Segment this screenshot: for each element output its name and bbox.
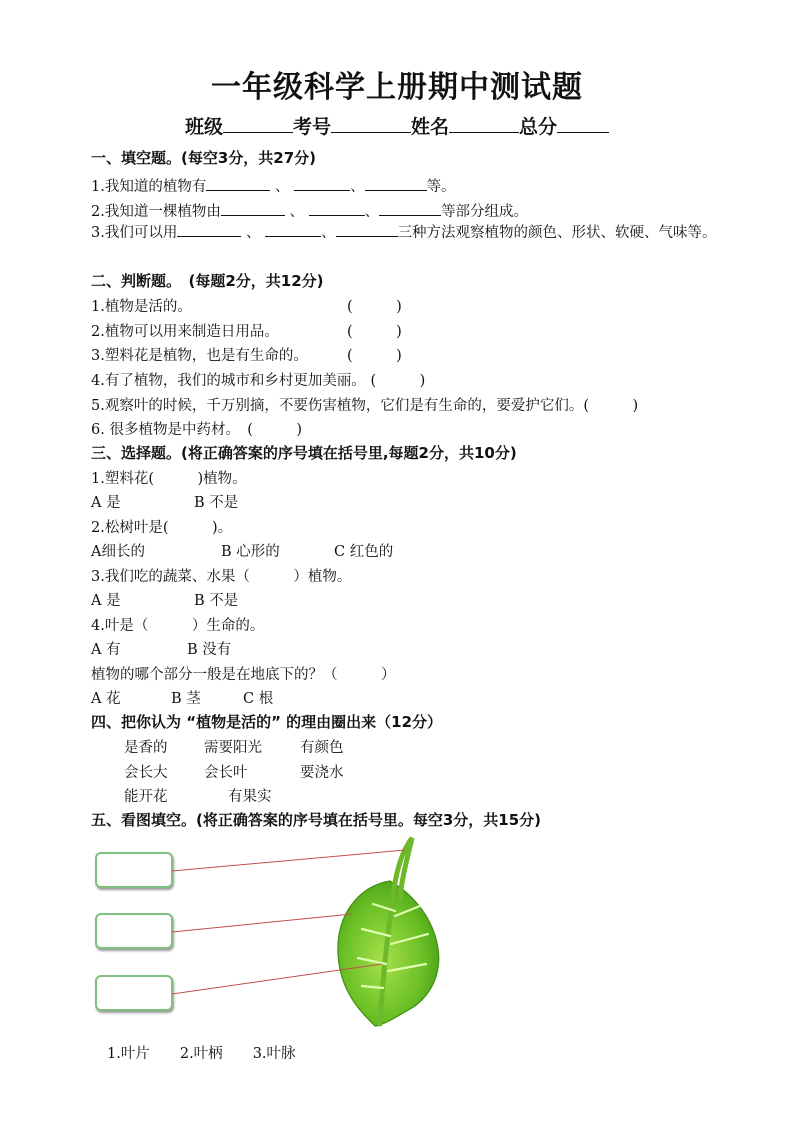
label-blade: 1.叶片: [107, 1046, 150, 1062]
reason-option[interactable]: 会长大: [124, 765, 168, 781]
leaf-icon: [338, 838, 439, 1026]
q1-sep: 、: [350, 179, 365, 195]
q1-blank-1[interactable]: [206, 172, 270, 191]
q3-sep: 、: [245, 225, 261, 241]
name-label: 姓名: [411, 116, 450, 138]
q3-text: 3.我们可以用: [91, 225, 178, 241]
q2-blank-1[interactable]: [221, 197, 285, 216]
reason-option[interactable]: 有果实: [228, 789, 272, 805]
q3-blank-2[interactable]: [265, 218, 321, 237]
judge-answer-paren[interactable]: ( ): [370, 373, 426, 389]
q3-end: 三种方法观察植物的颜色、形状、软硬、气味等。: [397, 225, 717, 241]
judge-answer-paren[interactable]: ( ): [247, 422, 303, 438]
option-b[interactable]: B 心形的: [221, 544, 280, 560]
choice-options-4: [91, 638, 232, 659]
leaf-diagram: [90, 836, 460, 1036]
q1-text: 1.我知道的植物有: [91, 179, 207, 195]
q3-blank-3[interactable]: [336, 218, 398, 237]
option-a[interactable]: A细长的: [91, 544, 145, 560]
choice-options-5: [91, 687, 274, 708]
pointer-line: [172, 914, 352, 932]
option-c[interactable]: C 红色的: [334, 544, 394, 560]
score-label: 总分: [519, 116, 558, 138]
label-vein: 3.叶脉: [252, 1046, 296, 1062]
q2-text: 2.我知道一棵植物由: [91, 204, 221, 220]
judge-item-3: [91, 344, 402, 365]
choice-options-2: [91, 540, 394, 561]
judge-item-5: [91, 394, 638, 415]
reason-row-2: [124, 761, 344, 782]
q1-blank-3[interactable]: [365, 172, 427, 191]
judge-item-2: [91, 320, 402, 341]
reason-row-1: [124, 736, 344, 757]
option-a[interactable]: A 花: [91, 691, 121, 707]
q2-sep: 、: [364, 204, 380, 220]
q3-sep: 、: [321, 225, 336, 241]
part-labels: [107, 1042, 326, 1063]
judge-answer-paren[interactable]: ( ): [347, 348, 402, 364]
choice-question-3: 3.我们吃的蔬菜、水果（ ）植物。: [91, 569, 352, 585]
student-info-line: [0, 112, 794, 139]
judge-item-1: [91, 295, 402, 316]
q3-blank-1[interactable]: [177, 218, 241, 237]
option-b[interactable]: B 没有: [187, 642, 232, 658]
option-c[interactable]: C 根: [243, 691, 274, 707]
score-blank[interactable]: [557, 114, 609, 133]
judge-item-6: [91, 418, 302, 439]
reason-option[interactable]: 能开花: [124, 789, 168, 805]
choice-question-5: 植物的哪个部分一般是在地底下的？（ ）: [91, 667, 396, 683]
choice-question-2: 2.松树叶是( )。: [91, 520, 233, 536]
choice-options-1: [91, 491, 239, 512]
q2-end: 等部分组成。: [441, 204, 529, 220]
exam-no-blank[interactable]: [331, 114, 411, 133]
reason-option[interactable]: 有颜色: [300, 740, 344, 756]
option-a[interactable]: A 有: [91, 642, 121, 658]
exam-no-label: 考号: [292, 116, 331, 138]
section-4-heading: 四、把你认为 “植物是活的” 的理由圈出来（12分）: [91, 713, 443, 731]
option-b[interactable]: B 不是: [194, 593, 239, 609]
judge-text: 2.植物可以用来制造日用品。: [91, 324, 279, 340]
judge-text: 1.植物是活的。: [91, 299, 192, 315]
page-title: 一年级科学上册期中测试题: [211, 70, 583, 105]
judge-answer-paren[interactable]: ( ): [347, 324, 402, 340]
section-1-heading: 一、填空题。(每空3分，共27分): [91, 149, 317, 167]
reason-option[interactable]: 会长叶: [204, 765, 248, 781]
q1-sep: 、: [274, 179, 290, 195]
fill-question-1: [91, 172, 456, 196]
judge-text: 5.观察叶的时候，千万别摘，不要伤害植物，它们是有生命的，要爱护它们。: [91, 398, 584, 414]
choice-options-3: [91, 589, 239, 610]
judge-answer-paren[interactable]: ( ): [583, 398, 639, 414]
name-blank[interactable]: [449, 114, 519, 133]
section-2-heading: 二、判断题。 (每题2分，共12分): [91, 272, 324, 290]
judge-text: 4.有了植物，我们的城市和乡村更加美丽。: [91, 373, 366, 389]
option-a[interactable]: A 是: [91, 495, 121, 511]
option-b[interactable]: B 茎: [171, 691, 201, 707]
q1-blank-2[interactable]: [294, 172, 350, 191]
class-label: 班级: [184, 116, 223, 138]
judge-text: 6. 很多植物是中药材。: [91, 422, 233, 438]
option-b[interactable]: B 不是: [194, 495, 239, 511]
reason-option[interactable]: 需要阳光: [204, 740, 262, 756]
option-a[interactable]: A 是: [91, 593, 121, 609]
class-blank[interactable]: [223, 114, 293, 133]
judge-answer-paren[interactable]: ( ): [347, 299, 402, 315]
q2-sep: 、: [289, 204, 304, 220]
q2-blank-3[interactable]: [379, 197, 441, 216]
q2-blank-2[interactable]: [309, 197, 365, 216]
judge-item-4: [91, 369, 425, 390]
pointer-line: [172, 850, 405, 871]
label-petiole: 2.叶柄: [179, 1046, 223, 1062]
section-5-heading: 五、看图填空。(将正确答案的序号填在括号里。每空3分，共15分): [91, 811, 542, 829]
judge-text: 3.塑料花是植物，也是有生命的。: [91, 348, 308, 364]
reason-option[interactable]: 要浇水: [300, 765, 344, 781]
reason-row-3: [124, 785, 272, 806]
fill-question-3: [60, 218, 750, 245]
reason-option[interactable]: 是香的: [124, 740, 168, 756]
q1-end: 等。: [426, 179, 456, 195]
choice-question-1: 1.塑料花( )植物。: [91, 471, 247, 487]
section-3-heading: 三、选择题。(将正确答案的序号填在括号里,每题2分，共10分): [91, 444, 517, 462]
choice-question-4: 4.叶是（ ）生命的。: [91, 618, 265, 634]
